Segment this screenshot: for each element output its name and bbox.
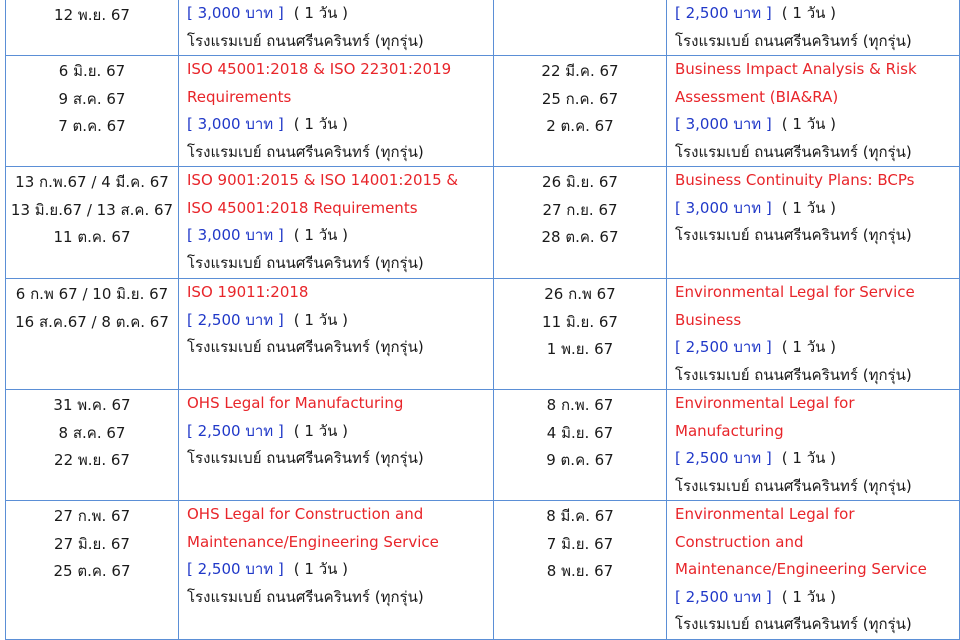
course-duration: ( 1 วัน ) bbox=[293, 115, 349, 133]
course-title[interactable]: Business Continuity Plans: BCPs bbox=[675, 171, 915, 189]
left-dates-cell bbox=[6, 167, 179, 279]
course-venue: โรงแรมเบย์ ถนนศรีนครินทร์ (ทุกรุ่น) bbox=[187, 31, 424, 50]
schedule-date: 2 ต.ค. 67 bbox=[546, 117, 614, 135]
schedule-date: 27 ก.ย. 67 bbox=[542, 200, 618, 219]
left-course-cell bbox=[179, 56, 494, 167]
schedule-date: 1 พ.ย. 67 bbox=[546, 340, 614, 358]
schedule-date: 13 มิ.ย.67 / 13 ส.ค. 67 bbox=[10, 200, 174, 219]
course-duration: ( 1 วัน ) bbox=[293, 310, 349, 329]
price-line bbox=[675, 334, 959, 362]
course-venue: โรงแรมเบย์ ถนนศรีนครินทร์ (ทุกรุ่น) bbox=[187, 338, 424, 356]
schedule-date: 8 ก.พ. 67 bbox=[546, 396, 614, 414]
schedule-date: 27 ก.พ. 67 bbox=[53, 507, 131, 525]
right-course-cell bbox=[667, 0, 960, 56]
course-title[interactable]: Maintenance/Engineering Service bbox=[187, 532, 439, 551]
course-title[interactable]: ISO 19011:2018 bbox=[187, 283, 309, 301]
schedule-date: 27 มิ.ย. 67 bbox=[54, 534, 130, 553]
course-duration: ( 1 วัน ) bbox=[781, 449, 837, 467]
course-venue: โรงแรมเบย์ ถนนศรีนครินทร์ (ทุกรุ่น) bbox=[675, 365, 912, 384]
right-dates-cell bbox=[494, 56, 667, 167]
course-price: [ 3,000 บาท ] bbox=[675, 198, 772, 217]
right-course-cell bbox=[667, 167, 960, 279]
course-price: [ 3,000 บาท ] bbox=[187, 115, 284, 133]
schedule-date: 4 มิ.ย. 67 bbox=[546, 423, 614, 442]
left-course-cell bbox=[179, 167, 494, 279]
right-dates-cell bbox=[494, 167, 667, 279]
course-schedule-table bbox=[5, 0, 960, 640]
course-title[interactable]: Environmental Legal for bbox=[675, 394, 855, 412]
right-dates-cell bbox=[494, 279, 667, 390]
left-dates-cell bbox=[6, 501, 179, 640]
course-price: [ 3,000 บาท ] bbox=[187, 226, 284, 244]
right-dates-cell bbox=[494, 390, 667, 501]
schedule-date: 26 มิ.ย. 67 bbox=[542, 173, 618, 191]
course-price: [ 2,500 บาท ] bbox=[675, 4, 772, 22]
left-dates-cell bbox=[6, 0, 179, 56]
course-title[interactable]: Construction and bbox=[675, 532, 804, 551]
schedule-date: 8 มี.ค. 67 bbox=[546, 507, 614, 525]
price-line bbox=[675, 0, 959, 28]
schedule-date: 22 พ.ย. 67 bbox=[54, 451, 130, 469]
table-body bbox=[6, 0, 960, 639]
right-dates-cell bbox=[494, 501, 667, 640]
price-line bbox=[187, 0, 493, 28]
course-price: [ 2,500 บาท ] bbox=[187, 310, 284, 329]
right-course-cell bbox=[667, 390, 960, 501]
course-venue: โรงแรมเบย์ ถนนศรีนครินทร์ (ทุกรุ่น) bbox=[675, 476, 912, 495]
course-venue: โรงแรมเบย์ ถนนศรีนครินทร์ (ทุกรุ่น) bbox=[675, 142, 912, 161]
course-price: [ 3,000 บาท ] bbox=[675, 115, 772, 133]
schedule-date: 8 พ.ย. 67 bbox=[546, 562, 614, 580]
course-price: [ 2,500 บาท ] bbox=[675, 587, 772, 606]
price-line bbox=[675, 111, 959, 139]
course-title[interactable]: Requirements bbox=[187, 87, 292, 106]
schedule-date: 16 ส.ค.67 / 8 ต.ค. 67 bbox=[15, 312, 169, 331]
course-venue: โรงแรมเบย์ ถนนศรีนครินทร์ (ทุกรุ่น) bbox=[675, 226, 912, 244]
left-dates-cell bbox=[6, 279, 179, 390]
course-venue: โรงแรมเบย์ ถนนศรีนครินทร์ (ทุกรุ่น) bbox=[187, 253, 424, 272]
course-duration: ( 1 วัน ) bbox=[781, 198, 837, 217]
schedule-date: 25 ก.ค. 67 bbox=[541, 89, 619, 108]
price-line bbox=[675, 584, 959, 612]
schedule-date: 12 พ.ย. 67 bbox=[54, 6, 130, 24]
course-venue: โรงแรมเบย์ ถนนศรีนครินทร์ (ทุกรุ่น) bbox=[675, 615, 912, 633]
course-price: [ 3,000 บาท ] bbox=[187, 4, 284, 22]
schedule-date: 11 ต.ค. 67 bbox=[53, 228, 131, 246]
price-line bbox=[675, 195, 959, 223]
left-dates-cell bbox=[6, 56, 179, 167]
right-course-cell bbox=[667, 501, 960, 640]
course-duration: ( 1 วัน ) bbox=[781, 4, 837, 22]
table-row bbox=[6, 501, 960, 640]
course-duration: ( 1 วัน ) bbox=[293, 226, 349, 244]
course-title[interactable]: ISO 9001:2015 & ISO 14001:2015 & bbox=[187, 171, 459, 189]
table-row bbox=[6, 167, 960, 279]
left-course-cell bbox=[179, 279, 494, 390]
price-line bbox=[187, 111, 493, 139]
left-course-cell bbox=[179, 0, 494, 56]
schedule-date: 9 ส.ค. 67 bbox=[58, 89, 126, 108]
schedule-date: 8 ส.ค. 67 bbox=[58, 423, 126, 442]
schedule-date: 6 ก.พ 67 / 10 มิ.ย. 67 bbox=[15, 285, 169, 303]
schedule-date: 9 ต.ค. 67 bbox=[546, 451, 614, 469]
course-title[interactable]: Manufacturing bbox=[675, 421, 784, 440]
price-line bbox=[187, 556, 493, 584]
price-line bbox=[675, 445, 959, 473]
course-title[interactable]: OHS Legal for Manufacturing bbox=[187, 394, 404, 412]
right-course-cell bbox=[667, 56, 960, 167]
schedule-date: 13 ก.พ.67 / 4 มี.ค. 67 bbox=[15, 173, 169, 191]
course-venue: โรงแรมเบย์ ถนนศรีนครินทร์ (ทุกรุ่น) bbox=[675, 31, 912, 50]
course-title[interactable]: Environmental Legal for bbox=[675, 505, 855, 523]
course-title[interactable]: Business Impact Analysis & Risk bbox=[675, 60, 917, 78]
right-dates-cell bbox=[494, 0, 667, 56]
course-duration: ( 1 วัน ) bbox=[293, 4, 349, 22]
table-row bbox=[6, 56, 960, 167]
course-duration: ( 1 วัน ) bbox=[293, 421, 349, 440]
schedule-date: 31 พ.ค. 67 bbox=[53, 396, 131, 414]
schedule-date: 7 ต.ค. 67 bbox=[58, 117, 126, 135]
left-dates-cell bbox=[6, 390, 179, 501]
left-course-cell bbox=[179, 390, 494, 501]
course-title[interactable]: Business bbox=[675, 310, 742, 329]
course-price: [ 2,500 บาท ] bbox=[675, 338, 772, 356]
price-line bbox=[187, 222, 493, 250]
course-title[interactable]: ISO 45001:2018 & ISO 22301:2019 bbox=[187, 60, 452, 78]
course-duration: ( 1 วัน ) bbox=[781, 338, 837, 356]
course-title[interactable]: Maintenance/Engineering Service bbox=[675, 560, 927, 578]
course-duration: ( 1 วัน ) bbox=[781, 115, 837, 133]
course-duration: ( 1 วัน ) bbox=[781, 587, 837, 606]
price-line bbox=[187, 307, 493, 335]
price-line bbox=[187, 418, 493, 446]
course-price: [ 2,500 บาท ] bbox=[187, 560, 284, 578]
table-row bbox=[6, 0, 960, 56]
right-course-cell bbox=[667, 279, 960, 390]
course-title[interactable]: Assessment (BIA&RA) bbox=[675, 87, 839, 106]
schedule-date: 28 ต.ค. 67 bbox=[541, 228, 619, 246]
course-venue: โรงแรมเบย์ ถนนศรีนครินทร์ (ทุกรุ่น) bbox=[187, 587, 424, 606]
schedule-date: 25 ต.ค. 67 bbox=[53, 562, 131, 580]
course-title[interactable]: Environmental Legal for Service bbox=[675, 283, 915, 301]
left-course-cell bbox=[179, 501, 494, 640]
schedule-date: 6 มิ.ย. 67 bbox=[58, 62, 126, 80]
course-title[interactable]: OHS Legal for Construction and bbox=[187, 505, 424, 523]
course-title[interactable]: ISO 45001:2018 Requirements bbox=[187, 198, 418, 217]
table-row bbox=[6, 390, 960, 501]
schedule-date: 11 มิ.ย. 67 bbox=[542, 312, 618, 331]
table-row bbox=[6, 279, 960, 390]
course-price: [ 2,500 บาท ] bbox=[675, 449, 772, 467]
schedule-date: 22 มี.ค. 67 bbox=[541, 62, 619, 80]
schedule-date: 26 ก.พ 67 bbox=[544, 285, 616, 303]
course-venue: โรงแรมเบย์ ถนนศรีนครินทร์ (ทุกรุ่น) bbox=[187, 449, 424, 467]
course-venue: โรงแรมเบย์ ถนนศรีนครินทร์ (ทุกรุ่น) bbox=[187, 142, 424, 161]
schedule-date: 7 มิ.ย. 67 bbox=[546, 534, 614, 553]
course-price: [ 2,500 บาท ] bbox=[187, 421, 284, 440]
course-duration: ( 1 วัน ) bbox=[293, 560, 349, 578]
